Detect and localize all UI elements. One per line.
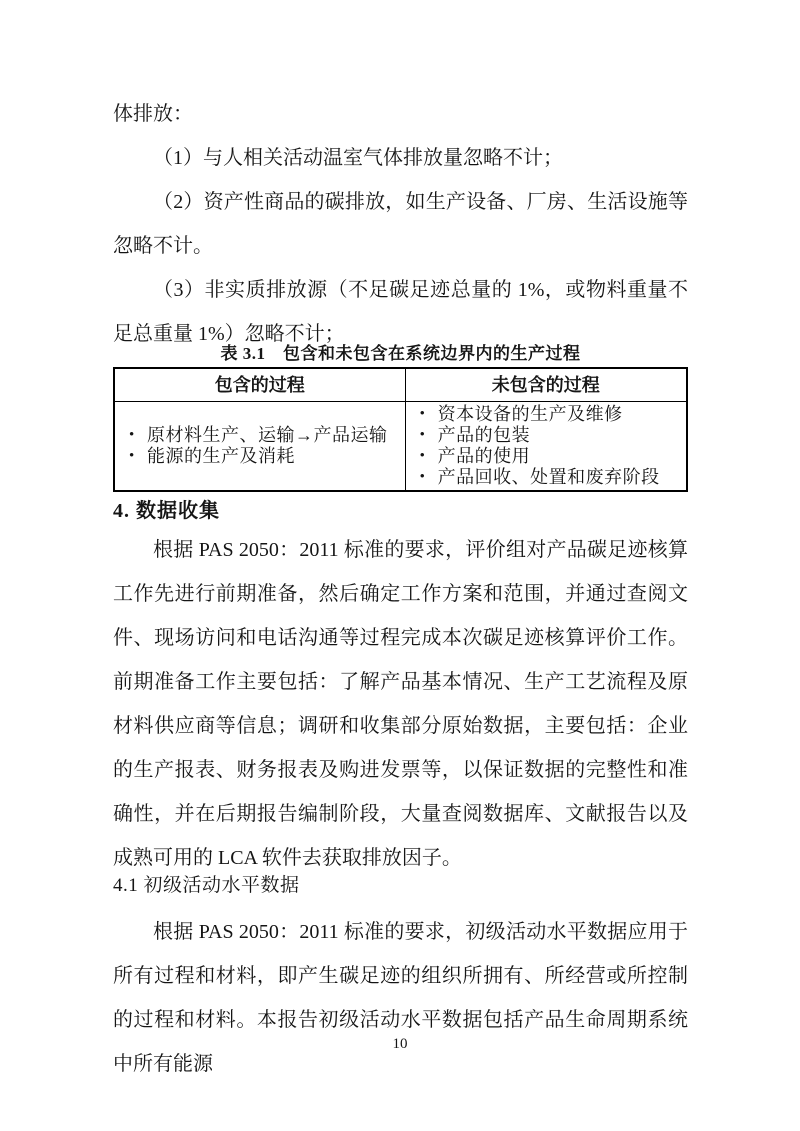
bullet-icon: • [129, 427, 135, 443]
excluded-item-4: 产品回收、处置和废弃阶段 [437, 467, 660, 487]
list-item [406, 446, 686, 467]
table-caption: 表 3.1 包含和未包含在系统边界内的生产过程 [220, 344, 581, 363]
table-header-included: 包含的过程 [114, 368, 405, 402]
table-cell-excluded [405, 402, 687, 492]
bullet-icon: • [419, 427, 425, 443]
section-heading-4-1: 4.1 初级活动水平数据 [113, 875, 300, 896]
included-item-1: 原材料生产、运输→产品运输 [147, 425, 388, 445]
list-item [406, 467, 686, 488]
section-4-paragraph: 根据 PAS 2050：2011 标准的要求，评价组对产品碳足迹核算工作先进行前期准备，然后确定工作方案和范围，并通过查阅文件、现场访问和电话沟通等过程完成本次碳足迹核算评价工作。前期准备工作主要包括：了解产品基本情况、生产工艺流程及原材料供应商等信息；调研和收集部分原始数据，主要包括：企业的生产报表、财务报表及购进发票等，以保证数据的完整性和准确性，并在后期报告编制阶段，大量查阅数据库、文献报告以及成熟可用的 LCA 软件去获取排放因子。 [113, 539, 688, 869]
table-header-excluded: 未包含的过程 [405, 368, 687, 402]
list-item [406, 404, 686, 425]
system-boundary-table [113, 367, 688, 492]
excluded-item-1: 资本设备的生产及维修 [437, 404, 623, 424]
excluded-item-2: 产品的包装 [437, 425, 531, 445]
section-heading-4: 4. 数据收集 [113, 500, 220, 522]
excluded-item-3: 产品的使用 [437, 446, 531, 466]
paragraph-continuation: 体排放： [113, 103, 193, 125]
list-item [406, 425, 686, 446]
section-4-1-paragraph: 根据 PAS 2050：2011 标准的要求，初级活动水平数据应用于所有过程和材料，即产生碳足迹的组织所拥有、所经营或所控制的过程和材料。本报告初级活动水平数据包括产品生命周期系统中所有能源 [113, 921, 688, 1075]
table-body-row [114, 402, 687, 492]
page-number: 10 [392, 1036, 408, 1052]
bullet-icon: • [419, 406, 425, 422]
list-item-2: （2）资产性商品的碳排放，如生产设备、厂房、生活设施等忽略不计。 [113, 191, 688, 257]
page-body [113, 92, 688, 1086]
bullet-icon: • [419, 469, 425, 485]
table-cell-included [114, 402, 405, 492]
bullet-icon: • [419, 448, 425, 464]
bullet-icon: • [129, 448, 135, 464]
list-item [115, 446, 405, 467]
table-header-row [114, 368, 687, 402]
included-item-2: 能源的生产及消耗 [147, 446, 295, 466]
list-item [115, 425, 405, 446]
list-item-1: （1）与人相关活动温室气体排放量忽略不计； [153, 147, 563, 169]
list-item-3: （3）非实质排放源（不足碳足迹总量的 1%，或物料重量不足总重量 1%）忽略不计； [113, 279, 688, 345]
